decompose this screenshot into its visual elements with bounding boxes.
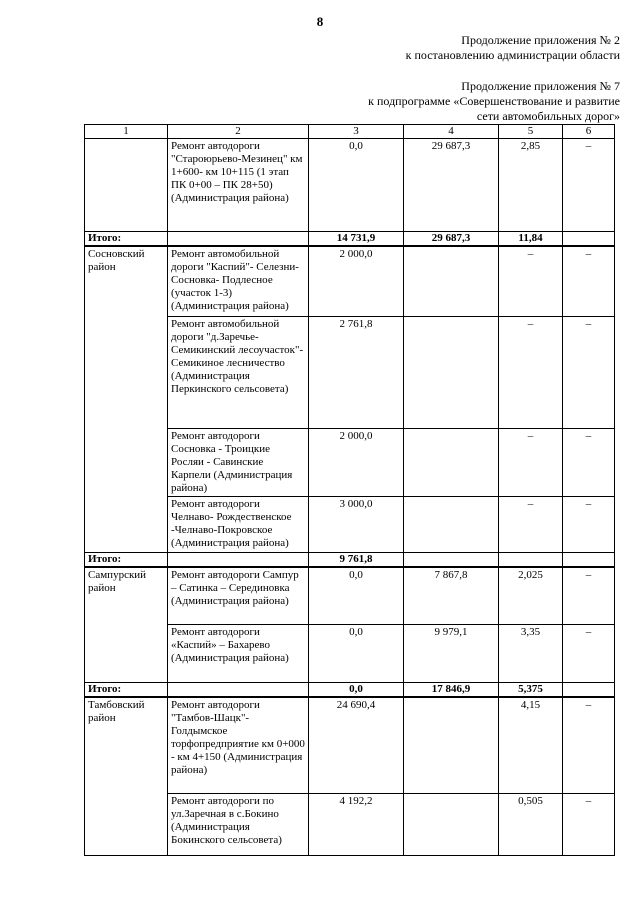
- total-label: Итого:: [85, 552, 168, 567]
- amount-cell: 4 192,2: [309, 793, 404, 855]
- amount-cell: 24 690,4: [309, 697, 404, 793]
- total-amount: [404, 552, 499, 567]
- work-cell: Ремонт автодороги "Тамбов-Шацк"- Голдымское торфопредприятие км 0+000 - км 4+150 (Администрация района): [168, 697, 309, 793]
- work-cell: Ремонт автодороги "Староюрьево-Мезинец" км 1+600- км 10+115 (1 этап ПК 0+00 – ПК 28+50) (Администрация района): [168, 139, 309, 232]
- total-amount: 14 731,9: [309, 232, 404, 247]
- amount-cell: 7 867,8: [404, 567, 499, 625]
- district-cell: Сосновский район: [85, 246, 168, 552]
- amount-cell: 9 979,1: [404, 625, 499, 683]
- work-cell: Ремонт автодороги Сосновка - Троицкие Росляи - Савинские Карпели (Администрация района): [168, 428, 309, 496]
- total-length: [499, 552, 563, 567]
- amount-cell: 2 761,8: [309, 316, 404, 428]
- col6-cell: –: [563, 567, 615, 625]
- page-number: 8: [316, 14, 324, 29]
- appendix-header: [406, 33, 620, 63]
- table-row: [85, 139, 615, 232]
- district-cell: Сампурский район: [85, 567, 168, 683]
- appendix-header-line2: к постановлению администрации области: [405, 48, 620, 62]
- amount-cell: [404, 793, 499, 855]
- length-cell: –: [499, 496, 563, 552]
- col6-cell: –: [563, 246, 615, 316]
- total-amount: 17 846,9: [404, 683, 499, 698]
- roads-table: [84, 124, 615, 856]
- total-length: 5,375: [499, 683, 563, 698]
- work-cell: Ремонт автодороги «Каспий» – Бахарево (Администрация района): [168, 625, 309, 683]
- column-number: 6: [563, 125, 615, 139]
- table-row: [85, 697, 615, 793]
- length-cell: 2,85: [499, 139, 563, 232]
- total-amount: 29 687,3: [404, 232, 499, 247]
- amount-cell: 29 687,3: [404, 139, 499, 232]
- total-col6: [563, 552, 615, 567]
- subprogram-header: [368, 79, 620, 124]
- col6-cell: –: [563, 139, 615, 232]
- work-cell: Ремонт автодороги Челнаво- Рождественское -Челнаво-Покровское (Администрация района): [168, 496, 309, 552]
- amount-cell: [404, 697, 499, 793]
- col6-cell: –: [563, 697, 615, 793]
- total-col6: [563, 683, 615, 698]
- district-cell: [85, 139, 168, 232]
- amount-cell: 0,0: [309, 625, 404, 683]
- total-row: [85, 683, 615, 698]
- total-length: 11,84: [499, 232, 563, 247]
- work-cell: Ремонт автомобильной дороги "д.Заречье- Семикинский лесоучасток"- Семикиное лесничество (Администрация Перкинского сельсовета): [168, 316, 309, 428]
- column-number: 1: [85, 125, 168, 139]
- column-number-row: [85, 125, 615, 139]
- total-amount: 0,0: [309, 683, 404, 698]
- col6-cell: –: [563, 625, 615, 683]
- total-empty: [168, 552, 309, 567]
- col6-cell: –: [563, 793, 615, 855]
- table-row: [85, 567, 615, 625]
- total-empty: [168, 683, 309, 698]
- work-cell: Ремонт автомобильной дороги "Каспий"- Селезни-Сосновка- Подлесное (участок 1-3) (Администрация района): [168, 246, 309, 316]
- work-cell: Ремонт автодороги Сампур – Сатинка – Серединовка (Администрация района): [168, 567, 309, 625]
- total-col6: [563, 232, 615, 247]
- amount-cell: 2 000,0: [309, 428, 404, 496]
- district-cell: Тамбовский район: [85, 697, 168, 855]
- amount-cell: [404, 496, 499, 552]
- col6-cell: –: [563, 316, 615, 428]
- total-row: [85, 232, 615, 247]
- col6-cell: –: [563, 428, 615, 496]
- col6-cell: –: [563, 496, 615, 552]
- work-cell: Ремонт автодороги по ул.Заречная в с.Бокино (Администрация Бокинского сельсовета): [168, 793, 309, 855]
- column-number: 5: [499, 125, 563, 139]
- amount-cell: 0,0: [309, 567, 404, 625]
- amount-cell: [404, 428, 499, 496]
- total-label: Итого:: [85, 683, 168, 698]
- length-cell: –: [499, 428, 563, 496]
- total-label: Итого:: [85, 232, 168, 247]
- amount-cell: 0,0: [309, 139, 404, 232]
- amount-cell: [404, 246, 499, 316]
- length-cell: –: [499, 316, 563, 428]
- amount-cell: 3 000,0: [309, 496, 404, 552]
- length-cell: 3,35: [499, 625, 563, 683]
- total-row: [85, 552, 615, 567]
- column-number: 4: [404, 125, 499, 139]
- subprogram-header-line3: сети автомобильных дорог»: [476, 109, 620, 123]
- table-row: [85, 246, 615, 316]
- length-cell: 4,15: [499, 697, 563, 793]
- length-cell: –: [499, 246, 563, 316]
- length-cell: 0,505: [499, 793, 563, 855]
- subprogram-header-line1: Продолжение приложения № 7: [461, 79, 620, 93]
- amount-cell: [404, 316, 499, 428]
- amount-cell: 2 000,0: [309, 246, 404, 316]
- total-amount: 9 761,8: [309, 552, 404, 567]
- length-cell: 2,025: [499, 567, 563, 625]
- column-number: 2: [168, 125, 309, 139]
- appendix-header-line1: Продолжение приложения № 2: [461, 33, 620, 47]
- column-number: 3: [309, 125, 404, 139]
- subprogram-header-line2: к подпрограмме «Совершенствование и развитие: [368, 94, 620, 108]
- total-empty: [168, 232, 309, 247]
